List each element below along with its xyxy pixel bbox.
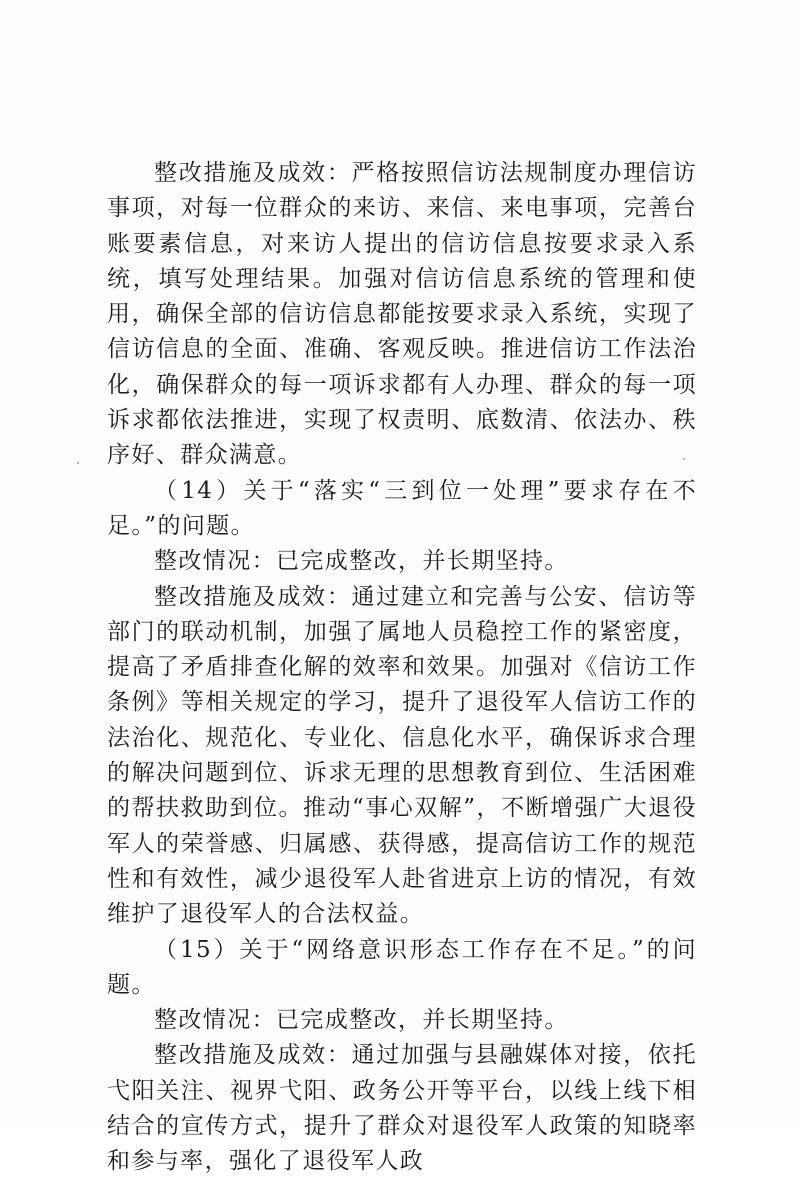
document-body — [107, 156, 697, 1180]
paragraph-measures-13: 整改措施及成效：严格按照信访法规制度办理信访事项，对每一位群众的来访、来信、来电事项，完善台账要素信息，对来访人提出的信访信息按要求录入系统，填写处理结果。加强对信访信息系统的管理和使用，确保全部的信访信息都能按要求录入系统，实现了信访信息的全面、准确、客观反映。推进信访工作法治化，确保群众的每一项诉求都有人办理、群众的每一项诉求都依法推进，实现了权责明、底数清、依法办、秩序好、群众满意。 — [107, 160, 697, 469]
paragraph-measures-15: 整改措施及成效：通过加强与县融媒体对接，依托弋阳关注、视界弋阳、政务公开等平台，以线上线下相结合的宣传方式，提升了群众对退役军人政策的知晓率和参与率，强化了退役军人政 — [107, 1042, 697, 1175]
paragraph-status-14: 整改情况：已完成整改，并长期坚持。 — [154, 548, 569, 575]
scan-speck — [77, 462, 79, 464]
paragraph-status-15: 整改情况：已完成整改，并长期坚持。 — [154, 1007, 569, 1034]
paragraph-heading-14: （14）关于“落实“三到位一处理”要求存在不足。”的问题。 — [107, 477, 697, 539]
paragraph-measures-14: 整改措施及成效：通过建立和完善与公安、信访等部门的联动机制，加强了属地人员稳控工作的紧密度，提高了矛盾排查化解的效率和效果。加强对《信访工作条例》等相关规定的学习，提升了退役军人信访工作的法治化、规范化、专业化、信息化水平，确保诉求合理的解决问题到位、诉求无理的思想教育到位、生活困难的帮扶救助到位。推动“事心双解”，不断增强广大退役军人的荣誉感、归属感、获得感，提高信访工作的规范性和有效性，减少退役军人赴省进京上访的情况，有效维护了退役军人的合法权益。 — [107, 583, 697, 928]
paragraph-heading-15: （15）关于“网络意识形态工作存在不足。”的问题。 — [107, 936, 697, 998]
